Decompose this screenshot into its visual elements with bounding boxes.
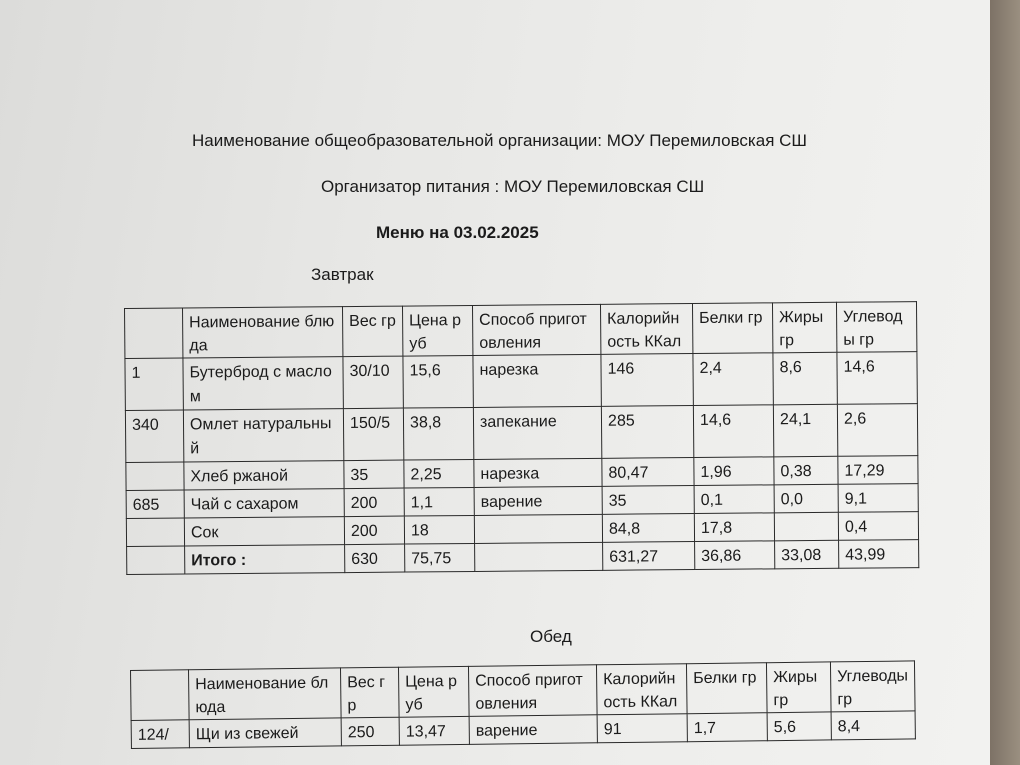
column-header-carbs: Углеводы гр — [836, 302, 916, 353]
cell-weight: 35 — [344, 460, 404, 489]
column-header-cooking-method: Способ приготовления — [468, 665, 597, 717]
cell-code — [126, 518, 184, 547]
table-row — [125, 404, 917, 463]
cell-code: 1 — [125, 358, 183, 411]
cell-price: 38,8 — [403, 407, 473, 460]
cell-dish-name: Чай с сахаром — [184, 489, 344, 518]
cell-fats: 5,6 — [767, 712, 831, 741]
cell-fats: 8,6 — [773, 352, 837, 405]
column-header-dish-name: Наименование блюда — [189, 668, 342, 720]
cell-fats: 24,1 — [773, 404, 837, 457]
column-header-calories: Калорийность ККал — [600, 304, 692, 355]
cell-code: 685 — [126, 490, 184, 519]
cell-price: 1,1 — [404, 487, 474, 516]
cell-fats: 0,38 — [774, 456, 838, 485]
cell-proteins: 2,4 — [693, 353, 773, 406]
cell-fats: 0,0 — [774, 484, 838, 513]
cell-calories: 285 — [601, 406, 693, 459]
cell-price: 2,25 — [404, 459, 474, 488]
cell-carbs: 2,6 — [837, 404, 917, 457]
column-header-proteins: Белки гр — [692, 303, 772, 354]
breakfast-table — [124, 301, 919, 575]
column-header-carbs: Углеводы гр — [830, 661, 915, 712]
cell-dish-name: Щи из свежей — [189, 718, 341, 748]
cell-cooking-method: нарезка — [474, 458, 602, 487]
cell-cooking-method — [475, 542, 603, 571]
cell-cooking-method: варение — [474, 486, 602, 515]
lunch-title: Обед — [530, 627, 572, 646]
cell-cooking-method — [474, 514, 602, 543]
cell-calories: 35 — [602, 486, 694, 515]
cell-price: 13,47 — [399, 716, 469, 745]
breakfast-title: Завтрак — [311, 265, 374, 284]
column-header-code — [125, 308, 183, 359]
cell-proteins: 36,86 — [695, 541, 775, 570]
table-row — [127, 540, 919, 575]
organization-name: Наименование общеобразовательной организации: МОУ Перемиловская СШ — [192, 131, 807, 150]
cell-carbs: 8,4 — [831, 711, 915, 740]
cell-dish-name: Итого : — [185, 545, 345, 574]
cell-proteins: 1,7 — [687, 713, 767, 742]
cell-weight: 30/10 — [343, 356, 403, 409]
cell-calories: 80,47 — [602, 458, 694, 487]
cell-proteins: 1,96 — [694, 457, 774, 486]
meal-organizer: Организатор питания : МОУ Перемиловская СШ — [321, 177, 705, 196]
cell-weight: 200 — [344, 516, 404, 545]
menu-date-title: Меню на 03.02.2025 — [376, 223, 539, 242]
cell-proteins: 14,6 — [693, 405, 773, 458]
breakfast-header-row — [125, 302, 917, 359]
cell-calories: 146 — [601, 354, 693, 407]
cell-price: 18 — [404, 515, 474, 544]
cell-proteins: 17,8 — [694, 513, 774, 542]
cell-calories: 631,27 — [603, 542, 695, 571]
column-header-fats: Жиры гр — [772, 302, 836, 353]
cell-dish-name: Бутерброд с маслом — [183, 357, 343, 410]
cell-weight: 200 — [344, 488, 404, 517]
cell-fats: 33,08 — [775, 540, 839, 569]
table-row — [125, 352, 917, 411]
column-header-dish-name: Наименование блюда — [183, 307, 343, 358]
cell-carbs: 14,6 — [837, 352, 917, 405]
column-header-cooking-method: Способ приготовления — [472, 304, 600, 355]
cell-code — [126, 462, 184, 491]
cell-carbs: 43,99 — [839, 540, 919, 569]
cell-dish-name: Сок — [184, 517, 344, 546]
cell-fats — [774, 512, 838, 541]
column-header-fats: Жиры гр — [766, 662, 831, 713]
cell-price: 75,75 — [405, 543, 475, 572]
cell-cooking-method: запекание — [473, 406, 601, 459]
column-header-calories: Калорийность ККал — [596, 664, 687, 715]
column-header-proteins: Белки гр — [686, 663, 767, 714]
cell-code: 340 — [125, 410, 183, 463]
cell-carbs: 0,4 — [838, 512, 918, 541]
column-header-weight: Вес гр — [340, 667, 399, 718]
column-header-code — [131, 670, 190, 721]
column-header-price: Цена руб — [398, 666, 469, 717]
cell-price: 15,6 — [403, 355, 473, 408]
lunch-table — [130, 660, 916, 749]
cell-dish-name: Омлет натуральный — [183, 409, 343, 462]
cell-code: 124/ — [131, 720, 189, 749]
cell-calories: 84,8 — [602, 514, 694, 543]
cell-weight: 250 — [341, 717, 399, 746]
cell-cooking-method: варение — [469, 715, 597, 745]
cell-weight: 150/5 — [343, 408, 403, 461]
cell-dish-name: Хлеб ржаной — [184, 461, 344, 490]
column-header-weight: Вес гр — [342, 306, 402, 357]
cell-calories: 91 — [597, 714, 687, 743]
cell-carbs: 17,29 — [838, 456, 918, 485]
cell-weight: 630 — [345, 544, 405, 573]
cell-carbs: 9,1 — [838, 484, 918, 513]
cell-proteins: 0,1 — [694, 485, 774, 514]
cell-code — [127, 546, 185, 575]
desk-background — [990, 0, 1020, 765]
column-header-price: Цена руб — [402, 305, 472, 356]
cell-cooking-method: нарезка — [473, 354, 601, 407]
